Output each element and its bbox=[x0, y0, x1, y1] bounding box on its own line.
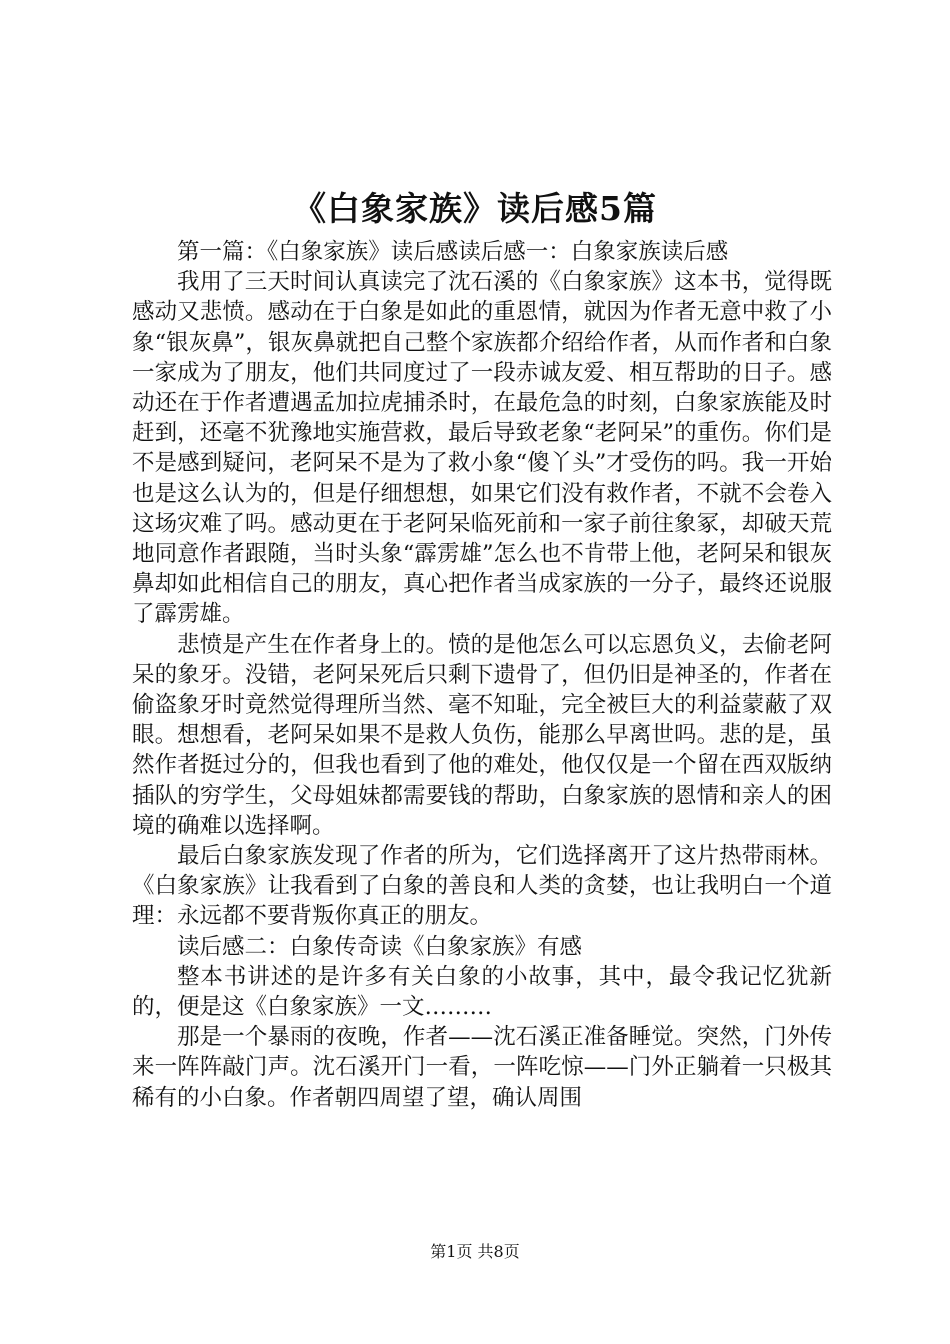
paragraph: 悲愤是产生在作者身上的。愤的是他怎么可以忘恩负义，去偷老阿呆的象牙。没错，老阿呆死后只剩下遗骨了，但仍旧是神圣的，作者在偷盗象牙时竟然觉得理所当然、毫不知耻，完全被巨大的利益蒙蔽了双眼。想想看，老阿呆如果不是救人负伤，能那么早离世吗。悲的是，虽然作者挺过分的，但我也看到了他的难处，他仅仅是一个留在西双版纳插队的穷学生，父母姐妹都需要钱的帮助，白象家族的恩情和亲人的困境的确难以选择啊。 bbox=[132, 631, 832, 839]
paragraph: 最后白象家族发现了作者的所为，它们选择离开了这片热带雨林。《白象家族》让我看到了白象的善良和人类的贪婪，也让我明白一个道理：永远都不要背叛你真正的朋友。 bbox=[132, 843, 832, 930]
section-heading: 第一篇：《白象家族》读后感读后感一：白象家族读后感 bbox=[177, 239, 729, 265]
paragraph: 那是一个暴雨的夜晚，作者——沈石溪正准备睡觉。突然，门外传来一阵阵敲门声。沈石溪开门一看，一阵吃惊——门外正躺着一只极其稀有的小白象。作者朝四周望了望，确认周围 bbox=[132, 1024, 832, 1111]
document-body bbox=[132, 237, 832, 1113]
document-title: 《白象家族》读后感5篇 bbox=[293, 189, 657, 228]
paragraph: 我用了三天时间认真读完了沈石溪的《白象家族》这本书，觉得既感动又悲愤。感动在于白象是如此的重恩情，就因为作者无意中救了小象“银灰鼻”，银灰鼻就把自己整个家族都介绍给作者，从而作者和白象一家成为了朋友，他们共同度过了一段赤诚友爱、相互帮助的日子。感动还在于作者遭遇孟加拉虎捕杀时，在最危急的时刻，白象家族能及时赶到，还毫不犹豫地实施营救，最后导致老象“老阿呆”的重伤。你们是不是感到疑问，老阿呆不是为了救小象“傻丫头”才受伤的吗。我一开始也是这么认为的，但是仔细想想，如果它们没有救作者，不就不会卷入这场灾难了吗。感动更在于老阿呆临死前和一家子前往象冢，却破天荒地同意作者跟随，当时头象“霹雳雄”怎么也不肯带上他，老阿呆和银灰鼻却如此相信自己的朋友，真心把作者当成家族的一分子，最终还说服了霹雳雄。 bbox=[132, 269, 832, 628]
page-footer: 第1页 共8页 bbox=[430, 1242, 520, 1261]
paragraph: 整本书讲述的是许多有关白象的小故事，其中，最令我记忆犹新的，便是这《白象家族》一文……… bbox=[132, 963, 832, 1021]
section-heading: 读后感二：白象传奇读《白象家族》有感 bbox=[177, 933, 583, 960]
